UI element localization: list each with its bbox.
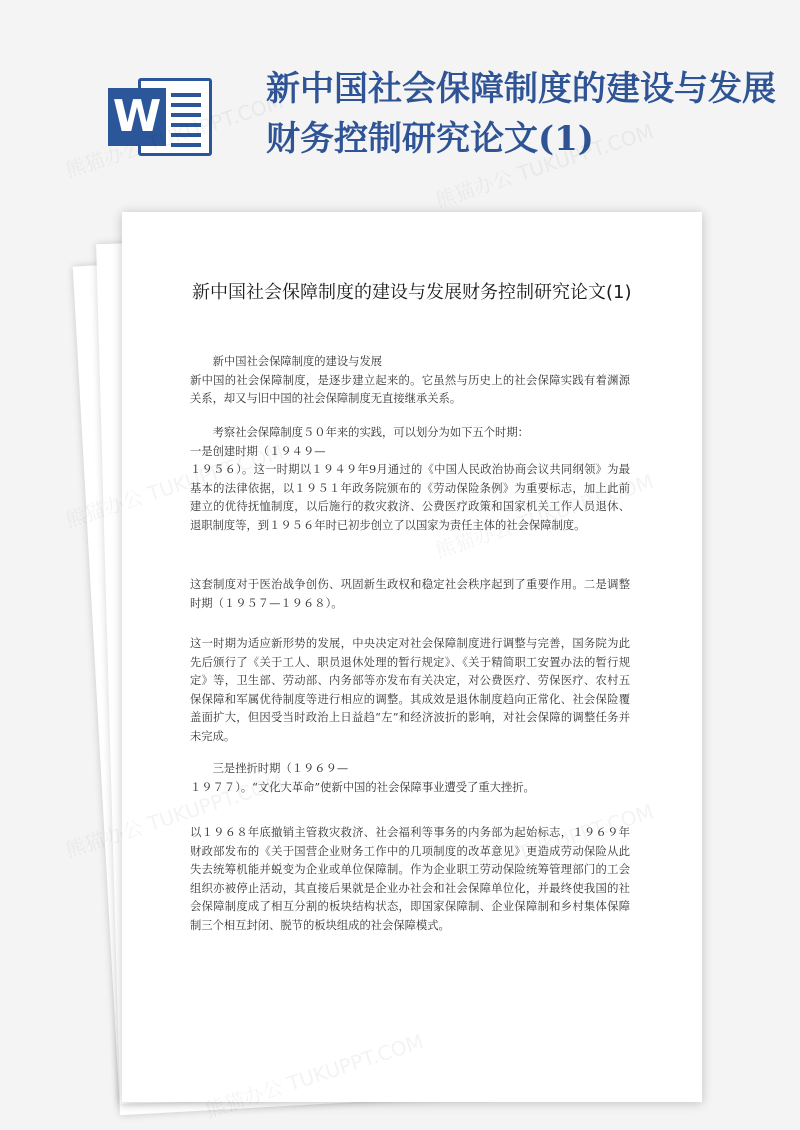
paragraph-setback: 以１９６８年底撤销主管救灾救济、社会福利等事务的内务部为起始标志，１９６９年财政部发布的《关于国营企业财务工作中的几项制度的改革意见》更造成劳动保险从此失去统筹机能并蜕变为企业或单位保障制。作为企业职工劳动保险统筹管理部门的工会组织亦被停止活动，其直接后果就是企业办社会和社会保障单位化，并最终使我国的社会保障制度成了相互分割的板块结构状态，即国家保障制、企业保障制和乡村集体保障制三个相互封闭、脱节的板块组成的社会保障模式。 — [190, 826, 630, 932]
paragraph-adjustment: 这一时期为适应新形势的发展，中央决定对社会保障制度进行调整与完善，国务院为此先后颁行了《关于工人、职员退休处理的暂行规定》、《关于精简职工安置办法的暂行规定》等，卫生部、劳动部、内务部等亦发布有关决定，对公费医疗、劳保医疗、农村五保保障和军属优待制度等进行相应的调整。其成效是退休制度趋向正常化、社会保险覆盖面扩大，但因受当时政治上日益趋“左”和经济波折的影响，对社会保障的调整任务并未完成。 — [190, 637, 630, 743]
paragraph-period-3: 三是挫折时期（１９６９— １９７７）。“文化大革命”使新中国的社会保障事业遭受了重大挫折。 — [190, 762, 535, 794]
paragraph-intro: 新中国社会保障制度的建设与发展 新中国的社会保障制度，是逐步建立起来的。它虽然与历史上的社会保障实践有着渊源关系，却又与旧中国的社会保障制度无直接继承关系。 — [190, 355, 630, 405]
document-title: 新中国社会保障制度的建设与发展财务控制研究论文(1) — [192, 282, 632, 303]
word-logo — [108, 72, 216, 160]
document-page — [122, 212, 702, 1102]
banner-title: 新中国社会保障制度的建设与发展财务控制研究论文(1) — [266, 69, 776, 159]
word-document-icon: W — [108, 88, 166, 146]
paragraph-period-2: 这套制度对于医治战争创伤、巩固新生政权和稳定社会秩序起到了重要作用。二是调整时期（１９５７—１９６８）。 — [190, 578, 630, 610]
paragraph-period-1: 考察社会保障制度５０年来的实践，可以划分为如下五个时期： 一是创建时期（１９４９— １９５６）。这一时期以１９４９年9月通过的《中国人民政治协商会议共同纲领》为最基本的法律依据，以１９５１年政务院颁布的《劳动保险条例》为重要标志，加上此前建立的优待抚恤制度，以后施行的救灾救济、公费医疗政策和国家机关工作人员退休、退职制度等，到１９５６年时已初步创立了以国家为责任主体的社会保障制度。 — [190, 426, 630, 532]
